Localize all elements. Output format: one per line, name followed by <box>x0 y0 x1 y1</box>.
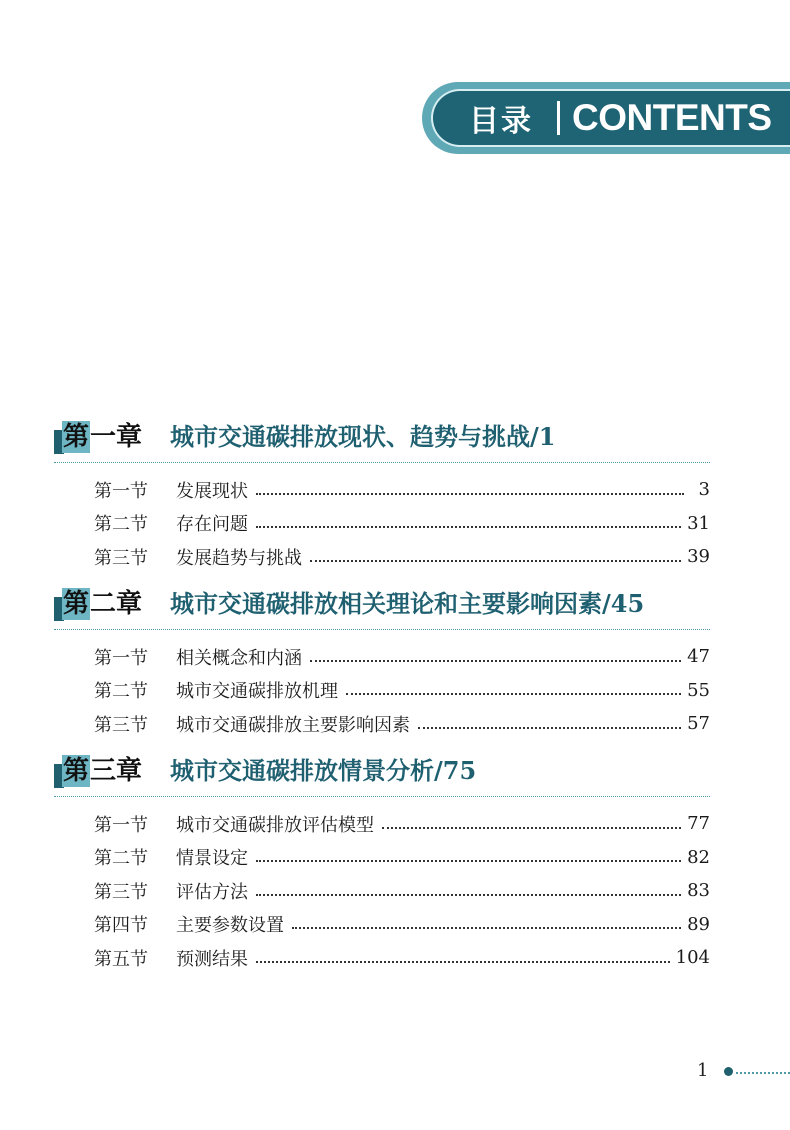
dot-leader <box>256 959 670 963</box>
page-number: 1 <box>697 1060 709 1081</box>
chapter-heading[interactable] <box>54 585 710 630</box>
section-number: 第五节 <box>94 948 148 970</box>
chapter-title: 城市交通碳排放相关理论和主要影响因素/45 <box>170 589 645 618</box>
dot-leader <box>382 825 681 829</box>
contents-banner-inner <box>431 89 790 147</box>
section-title: 发展现状 <box>176 480 248 502</box>
section-entry[interactable] <box>94 841 710 875</box>
section-number: 第二节 <box>94 681 148 703</box>
dot-leader <box>346 691 681 695</box>
chapter-number-highlight: 第 <box>63 756 90 786</box>
section-title: 城市交通碳排放机理 <box>176 681 338 703</box>
section-list <box>54 640 710 741</box>
section-entry[interactable] <box>94 473 710 507</box>
section-list <box>54 807 710 975</box>
chapter-title: 城市交通碳排放现状、趋势与挑战/1 <box>170 422 556 451</box>
section-title: 评估方法 <box>176 881 248 903</box>
section-page: 31 <box>687 512 710 534</box>
dot-leader <box>310 658 681 662</box>
section-entry[interactable] <box>94 908 710 942</box>
section-title: 预测结果 <box>176 948 248 970</box>
section-page: 39 <box>687 546 710 568</box>
section-entry[interactable] <box>94 874 710 908</box>
dot-leader <box>256 892 681 896</box>
section-entry[interactable] <box>94 674 710 708</box>
section-title: 城市交通碳排放主要影响因素 <box>176 714 410 736</box>
section-page: 77 <box>687 813 710 835</box>
section-page: 82 <box>687 846 710 868</box>
dot-leader <box>256 858 681 862</box>
section-number: 第三节 <box>94 714 148 736</box>
chapter-number <box>62 754 142 788</box>
section-list <box>54 473 710 574</box>
section-title: 相关概念和内涵 <box>176 647 302 669</box>
chapter-2 <box>54 585 710 741</box>
chapter-heading[interactable] <box>54 752 710 797</box>
dot-leader <box>256 524 681 528</box>
section-title: 存在问题 <box>176 514 248 536</box>
chapter-number-rest: 二章 <box>90 589 143 619</box>
section-number: 第二节 <box>94 848 148 870</box>
section-page: 55 <box>687 679 710 701</box>
banner-separator <box>557 101 560 135</box>
section-entry[interactable] <box>94 807 710 841</box>
section-number: 第三节 <box>94 547 148 569</box>
chapter-number-highlight: 第 <box>63 422 90 452</box>
section-title: 主要参数设置 <box>176 915 284 937</box>
section-page: 47 <box>687 646 710 668</box>
dot-leader <box>256 491 684 495</box>
chapter-number <box>62 420 142 454</box>
banner-title-en: CONTENTS <box>572 97 772 138</box>
section-title: 城市交通碳排放评估模型 <box>176 814 374 836</box>
section-page: 83 <box>687 880 710 902</box>
section-page: 57 <box>687 713 710 735</box>
section-number: 第三节 <box>94 881 148 903</box>
chapter-heading[interactable] <box>54 418 710 463</box>
chapter-number-rest: 一章 <box>90 422 143 452</box>
section-page: 104 <box>675 947 710 969</box>
dot-leader <box>292 925 681 929</box>
section-entry[interactable] <box>94 540 710 574</box>
chapter-1 <box>54 418 710 574</box>
section-number: 第一节 <box>94 480 148 502</box>
dot-leader <box>418 725 681 729</box>
chapter-number-rest: 三章 <box>90 756 143 786</box>
section-page: 89 <box>687 913 710 935</box>
dot-leader <box>310 558 681 562</box>
chapter-number-highlight: 第 <box>63 589 90 619</box>
folio-dot-icon <box>724 1067 733 1076</box>
section-page: 3 <box>698 479 710 501</box>
section-number: 第四节 <box>94 915 148 937</box>
chapter-3 <box>54 752 710 975</box>
section-number: 第一节 <box>94 814 148 836</box>
section-entry[interactable] <box>94 507 710 541</box>
section-number: 第二节 <box>94 514 148 536</box>
section-number: 第一节 <box>94 647 148 669</box>
section-entry[interactable] <box>94 707 710 741</box>
section-entry[interactable] <box>94 941 710 975</box>
banner-title-cn: 目录 <box>469 104 533 139</box>
folio-dotted-line <box>736 1070 790 1074</box>
chapter-number <box>62 587 142 621</box>
contents-banner <box>422 82 790 154</box>
section-title: 情景设定 <box>176 848 248 870</box>
section-title: 发展趋势与挑战 <box>176 547 302 569</box>
chapter-title: 城市交通碳排放情景分析/75 <box>170 756 477 785</box>
section-entry[interactable] <box>94 640 710 674</box>
